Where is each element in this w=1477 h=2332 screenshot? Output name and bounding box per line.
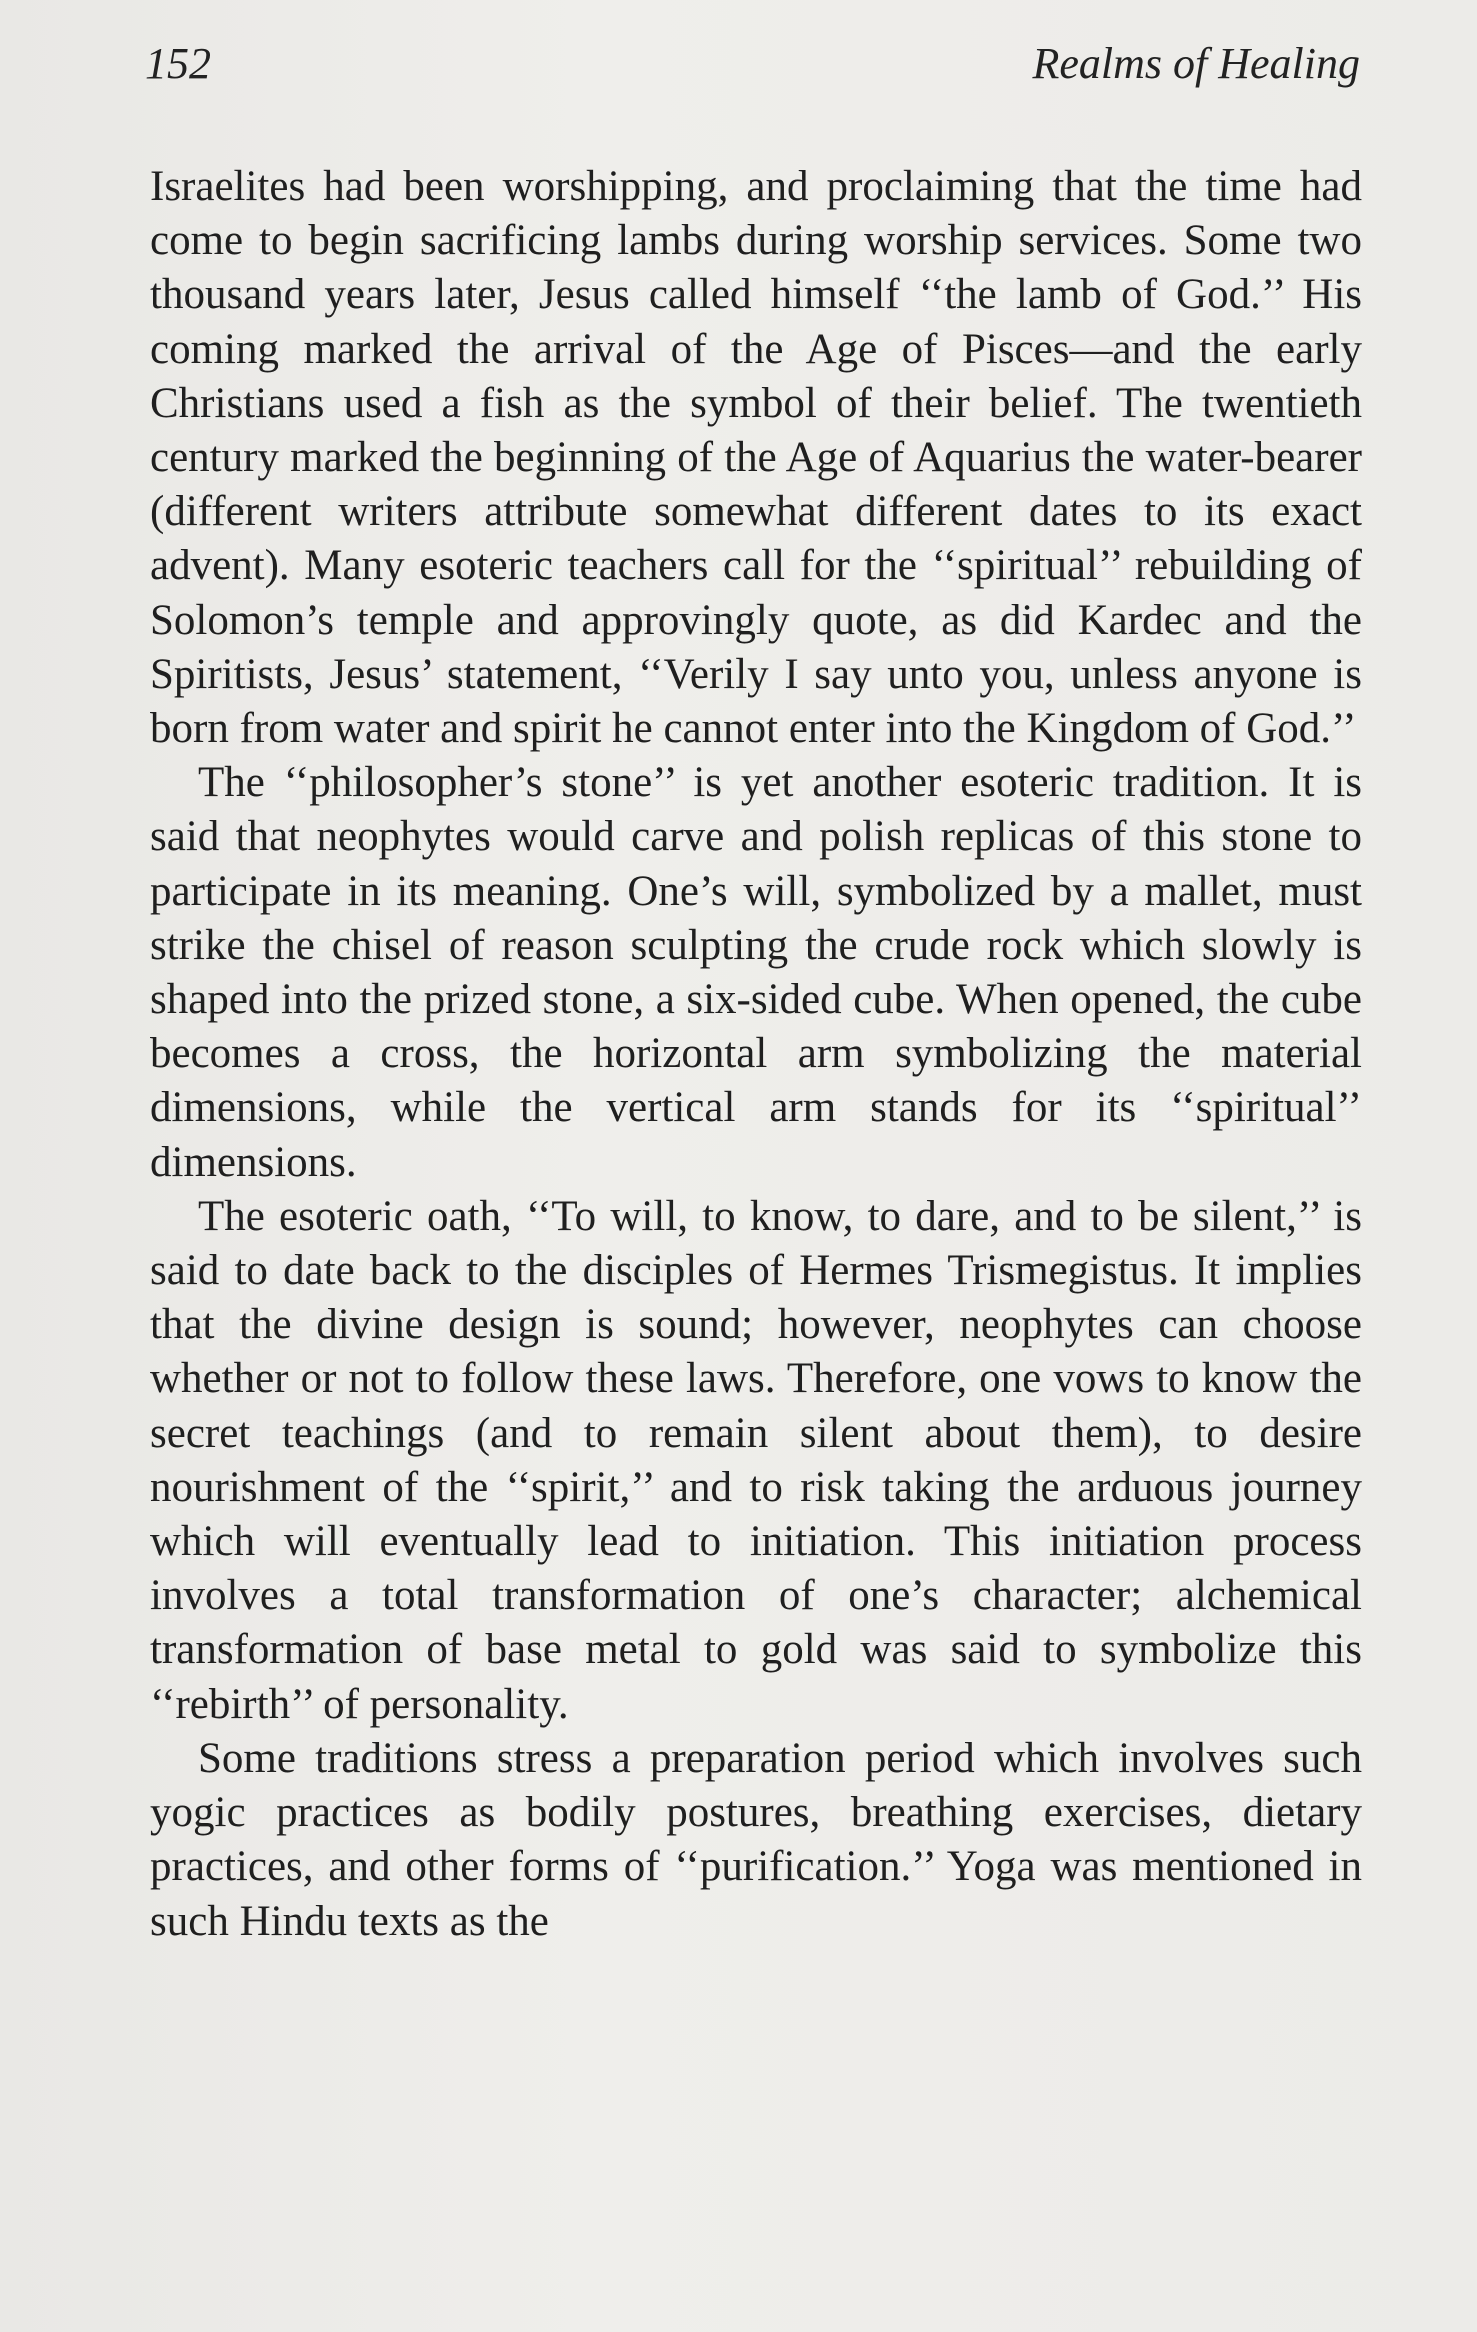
- paragraph-continued: Israelites had been worshipping, and proclaiming that the time had come to begin sacrificing lambs during worship services. Some two thousand years later, Jesus called himself ‘‘the lamb of God.’’ His coming marked the arrival of the Age of Pisces—and the early Christians used a fish as the symbol of their belief. The twentieth century marked the beginning of the Age of Aquarius the water-bearer (different writers attribute somewhat different dates to its exact advent). Many esoteric teachers call for the ‘‘spiritual’’ rebuilding of Solomon’s temple and approvingly quote, as did Kardec and the Spiritists, Jesus’ statement, ‘‘Verily I say unto you, unless anyone is born from water and spirit he cannot enter into the Kingdom of God.’’: [150, 163, 1362, 753]
- paragraph-philosophers-stone: The ‘‘philosopher’s stone’’ is yet another esoteric tradition. It is said that neophytes would carve and polish replicas of this stone to participate in its meaning. One’s will, symbolized by a mallet, must strike the chisel of reason sculpting the crude rock which slowly is shaped into the prized stone, a six-sided cube. When opened, the cube becomes a cross, the horizontal arm symbolizing the material dimensions, while the vertical arm stands for its ‘‘spiritual’’ dimensions.: [150, 759, 1362, 1186]
- body-text: [150, 160, 1362, 1949]
- paragraph-esoteric-oath: The esoteric oath, ‘‘To will, to know, to dare, and to be silent,’’ is said to date back to the disciples of Hermes Trismegistus. It implies that the divine design is sound; however, neophytes can choose whether or not to follow these laws. Therefore, one vows to know the secret teachings (and to remain silent about them), to desire nourishment of the ‘‘spirit,’’ and to risk taking the arduous journey which will eventually lead to initiation. This initiation process involves a total transformation of one’s character; alchemical transformation of base metal to gold was said to symbolize this ‘‘rebirth’’ of personality.: [150, 1192, 1362, 1728]
- page-header: [145, 38, 1360, 118]
- page-number: 152: [145, 39, 211, 88]
- running-head: Realms of Healing: [1032, 39, 1360, 88]
- paragraph-preparation-period: Some traditions stress a preparation period which involves such yogic practices as bodily postures, breathing exercises, dietary practices, and other forms of ‘‘purification.’’ Yoga was mentioned in such Hindu texts as the: [150, 1734, 1362, 1945]
